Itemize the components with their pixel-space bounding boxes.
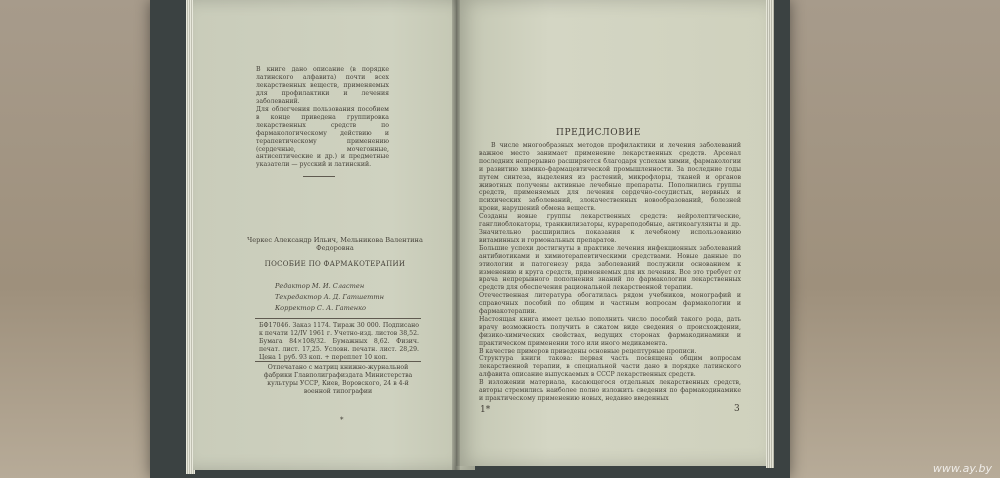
print-info-top-rule bbox=[255, 318, 421, 319]
book-title: ПОСОБИЕ ПО ФАРМАКОТЕРАПИИ bbox=[264, 260, 406, 268]
print-info-bottom-rule bbox=[255, 361, 421, 362]
preface-body: В числе многообразных методов профилактики и лечения заболеваний важное место занимает применение лекарственных средств. Арсенал последних непрерывно расширяется благодаря успехам химии, фармакологии и развитию химико-фармацевтической промышленности. За последние годы путем синтеза, выделения из растений, микрофлоры, тканей и органов животных получены активные лечебные препараты. Пополнились группы средств, применяемых для лечения сердечно-сосудистых, нервных и психических заболеваний, злокачественных новообразований, болезней крови, нарушений обмена веществ. Созданы новые группы лекарственных средств: нейролептические, ганглиоблокаторы, транквилизаторы, курареподобные, антикоагулянты и др. Значительно расширились показания к лечебному использованию витаминных и гормональных препаратов. Большие успехи достигнуты в практике лечения инфекционных заболеваний антибиотиками и химиотерапевтическими средствами. Новые данные по этиологии и патогенезу ряда заболеваний послужили основанием к изменению и круга средств, применяемых для их лечения. Все это требует от врача непрерывного пополнения знаний по фармакологии лекарственных средств для обеспечения рациональной лекарственной терапии. Отечественная литература обогатилась рядом учебников, монографий и справочных пособий по общим и частным вопросам фармакологии и фармакотерапии. Настоящая книга имеет целью пополнить число пособий такого рода, дать врачу возможность получить в сжатом виде сведения о происхождении, физико-химических свойствах, ведущих сторонах фармакодинамики и практическом применении того или иного медикамента. В качестве примеров приведены основные рецептурные прописи. Структура книги такова: первая часть посвящена общим вопросам лекарственной терапии, в специальной части дано в порядке латинского алфавита описание выпускаемых в СССР лекарственных средств. В изложении материала, касающегося отдельных лекарственных средств, авторы стремились наиболее полно изложить сведения по фармакодинамике и практическому применению новых, недавно введенных bbox=[479, 142, 741, 402]
preface-heading: ПРЕДИСЛОВИЕ bbox=[556, 128, 642, 138]
left-page bbox=[193, 0, 475, 470]
right-page bbox=[456, 0, 768, 466]
separator-line bbox=[303, 176, 335, 177]
bottom-mark: * bbox=[340, 416, 344, 424]
book-gutter bbox=[452, 0, 460, 470]
intro-paragraph: В книге дано описание (в порядке латинского алфавита) почти всех лекарственных веществ, применяемых для профилактики и лечения заболеваний. bbox=[256, 66, 389, 105]
watermark: www.ay.by bbox=[932, 462, 992, 475]
index-paragraph: Для облегчения пользования пособием в конце приведена группировка лекарственных средств по фармакологическому действию и терапевтическому применению (сердечные, мочегонные, антисептические и др.) и предметные указатели — русский и латинский. bbox=[256, 106, 389, 169]
tech-editor: Техредактор А. Д. Гатшеттн bbox=[275, 293, 385, 301]
print-info: БФ17046. Заказ 1174. Тираж 30 000. Подписано к печати 12/IV 1961 г. Учетно-изд. листов 38,52. Бумага 84×108/32. Бумажных 8,62. Физич. печат. лист. 17,25. Условн. печатн. лист. 28,29. Цена 1 руб. 93 коп. + переплет 10 коп. bbox=[259, 322, 419, 361]
right-page-edges bbox=[766, 0, 774, 468]
editor: Редактор М. И. Сластен bbox=[275, 282, 365, 290]
proofreader: Корректор С. А. Гатенко bbox=[275, 304, 367, 312]
authors: Черкес Александр Ильич, Мельникова Валентина Федоровна bbox=[247, 236, 423, 253]
printer-info: Отпечатано с матриц книжно-журнальной фабрики Главполиграфиздата Министерства культуры УССР, Киев, Воровского, 24 в 4-й военной типографии bbox=[263, 364, 413, 395]
signature-mark: 1* bbox=[480, 405, 491, 415]
page-number: 3 bbox=[734, 404, 740, 414]
